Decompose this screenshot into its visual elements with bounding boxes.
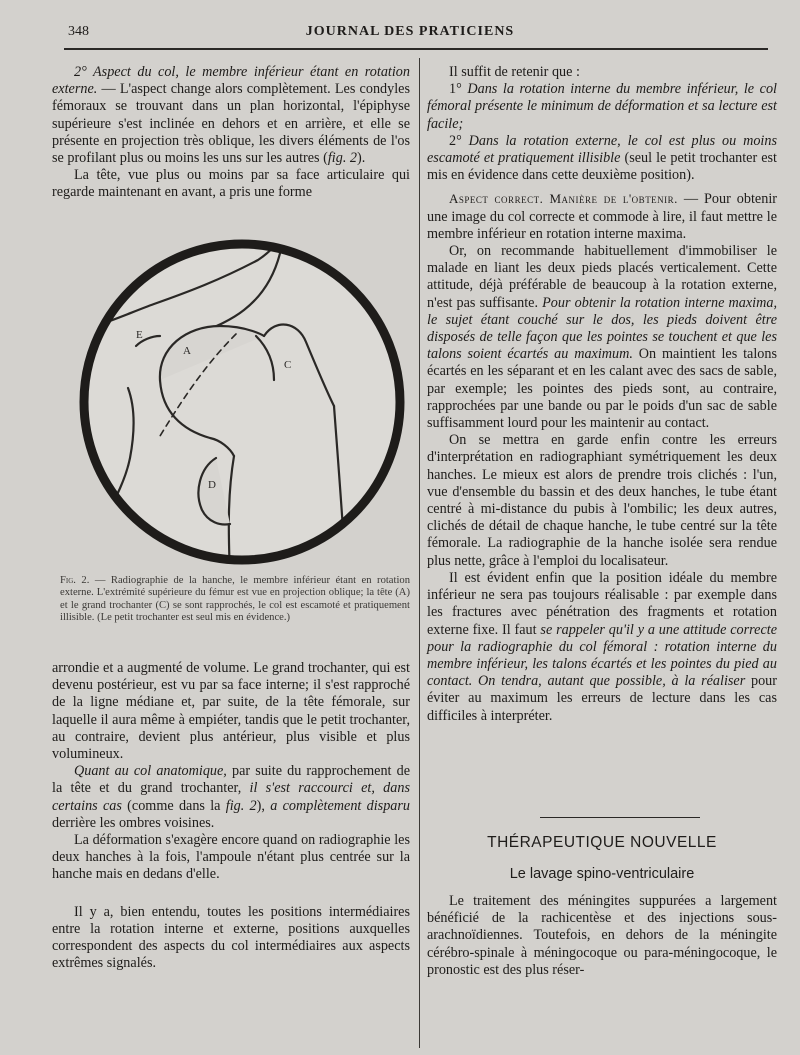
paragraph-retain: Il suffit de retenir que : xyxy=(449,64,580,80)
column-divider xyxy=(419,58,420,1048)
lower-left-contour xyxy=(78,530,126,556)
paragraph-correct-aspect: Aspect correct. Manière de l'obtenir. — Pour obtenir une image du col correcte et commode à lire, il faut mettre le membre inférieur en rotation interne maxima. xyxy=(427,191,777,242)
paragraph-intermediate-positions: Il y a, bien entendu, toutes les positions intermédiaires entre la rotation interne et externe, positions auxquelles correspondent des aspects du col intermédiaires aux aspects extrêmes signalés. xyxy=(52,903,410,972)
subsection-title: Le lavage spino-ventriculaire xyxy=(509,866,695,882)
label-c: C xyxy=(284,359,292,371)
paragraph-deformation: La déformation s'exagère encore quand on radiographie les deux hanches à la fois, l'ampoule n'étant plus centrée sur la hanche mais en dedans d'elle. xyxy=(52,832,410,883)
paragraph-external-rotation: 2° Aspect du col, le membre inférieur étant en rotation externe. — L'aspect change alors complètement. Les condyles fémoraux se trouvant dans un plan horizontal, l'épiphyse supérieure s'est inclinée en dehors et en arrière, et elle se présente en projection très oblique, les divers éléments de l'os se profilant plus ou moins les uns sur les autres (fig. 2). xyxy=(52,64,410,167)
label-a: A xyxy=(183,345,191,357)
label-d: D xyxy=(208,479,216,491)
label-e: E xyxy=(136,329,143,341)
paragraph-errors: On se mettra en garde enfin contre les erreurs d'interprétation en radiographiant symétriquement les deux hanches. Le mieux est alors de prendre trois clichés : l'un, vue d'ensemble du bassin et des deux hanches, le tube étant centré à mi-distance du pubis à l'ombilic; les deux autres, clichés de détail de chaque hanche, le tube centré sur la tête fémorale. La radiographie de la hanche isolée sera rendue plus nette, grâce à l'emploi du localisateur. xyxy=(427,432,777,569)
header-rule xyxy=(64,48,768,50)
section-rule xyxy=(540,817,700,818)
page-header xyxy=(52,22,768,44)
right-column xyxy=(427,64,777,725)
paragraph-head-shape: La tête, vue plus ou moins par sa face articulaire qui regarde maintenant en avant, a pris une forme xyxy=(52,167,410,201)
section-title: THÉRAPEUTIQUE NOUVELLE xyxy=(487,834,717,851)
paragraph-ideal-position: Il est évident enfin que la position idéale du membre inférieur ne sera pas toujours réalisable : par exemple dans les fractures avec pénétration des fragments et rotation externe fixe. Il faut se rappeler qu'il y a une attitude correcte pour la radiographie du col fémoral : rotation interne du membre inférieur, les talons écartés et les pointes du pied au contact. On tendra, autant que possible, à la réaliser pour éviter au maximum les erreurs de lecture dans les cas difficiles à interpréter. xyxy=(427,569,778,724)
hip-radiograph-figure xyxy=(70,230,415,575)
figure-caption: Fig. 2. — Radiographie de la hanche, le membre inférieur étant en rotation externe. L'extrémité supérieure du fémur est vue en projection oblique; la tête (A) et le grand trochanter (C) se sont rapprochés, le col est escamoté et pratiquement illisible. (Le petit trochanter est seul mis en évidence.) xyxy=(60,575,410,624)
paragraph-meningitis: Le traitement des méningites suppurées a largement bénéficié de la rachicentèse et des injections sous-arachnoïdiennes. Toutefois, en dehors de la méningite cérébro-spinale à méningocoque ou para-méningocoque, le pronostic est des plus réser- xyxy=(427,893,777,978)
page-number: 348 xyxy=(68,24,89,39)
paragraph-immobilisation: Or, on recommande habituellement d'immobiliser le malade en liant les deux pieds placés verticalement. Cette attitude, déjà préférable de beaucoup à la rotation externe, n'est pas suffisante. Pour obtenir la rotation interne maxima, le sujet étant couché sur le dos, les pieds doivent être disposés de telle façon que les pointes se touchent et que les talons soient écartés au maximum. On maintient les talons écartés en les séparant et en les calant avec des sacs de sable, par exemple; les pointes des pieds sont, au contraire, rapprochées par une bande ou par le poids d'un sac de sable suffisamment lourd pour les maintenir au contact. xyxy=(427,243,777,432)
left-column-top xyxy=(52,64,410,202)
journal-title: JOURNAL DES PRATICIENS xyxy=(305,24,515,39)
point-internal-rotation: 1° Dans la rotation interne du membre inférieur, le col fémoral présente le minimum de déformation et sa lecture est facile; xyxy=(427,81,777,132)
paragraph-anatomical-neck: Quant au col anatomique, par suite du rapprochement de la tête et du grand trochanter, il s'est raccourci et, dans certains cas (comme dans la fig. 2), a complètement disparu derrière les ombres voisines. xyxy=(52,763,411,831)
right-column-bottom xyxy=(427,893,777,979)
point-external-rotation: 2° Dans la rotation externe, le col est plus ou moins escamoté et pratiquement illisible (seul le petit trochanter est mis en évidence dans cette deuxième position). xyxy=(427,132,777,184)
paragraph-trochanter: arrondie et a augmenté de volume. Le grand trochanter, qui est devenu postérieur, est vu par sa face interne; il s'est rapproché de la ligne médiane et, par suite, de la tête fémorale, sur laquelle il aura même à empiéter, tandis que le petit trochanter, au contraire, devient plus antérieur, plus visible et plus volumineux. xyxy=(52,660,410,763)
left-column-bottom xyxy=(52,660,410,972)
